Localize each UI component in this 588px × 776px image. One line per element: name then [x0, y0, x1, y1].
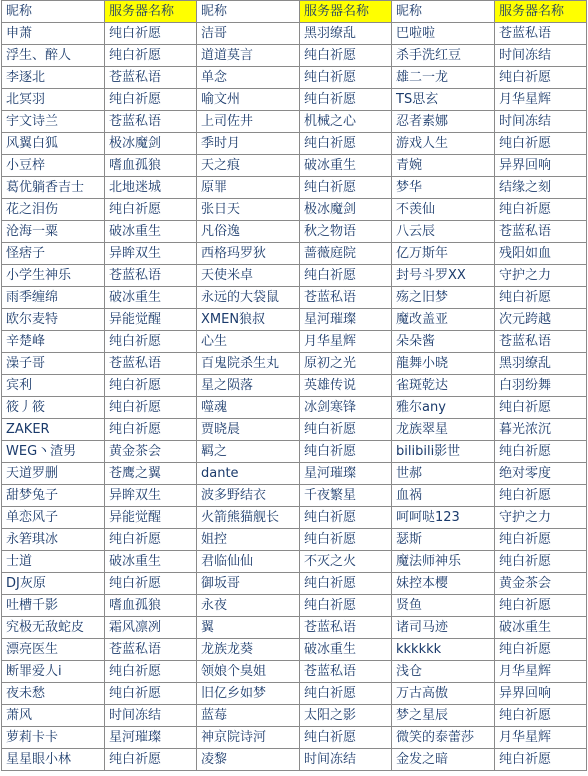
cell-nickname: 张日天 [197, 199, 300, 221]
cell-nickname: 星星眼小林 [2, 749, 105, 771]
table-row [2, 573, 587, 595]
cell-server-name: 纯白祈愿 [105, 199, 197, 221]
cell-server-name: 破冰重生 [105, 221, 197, 243]
cell-server-name: 纯白祈愿 [105, 661, 197, 683]
header-row [2, 1, 587, 23]
cell-server-name: 黑羽缭乱 [300, 23, 392, 45]
cell-nickname: 贾晓晨 [197, 419, 300, 441]
table-body [2, 23, 587, 771]
cell-server-name: 苍蓝私语 [300, 661, 392, 683]
cell-server-name: 秋之物语 [300, 221, 392, 243]
cell-nickname: 姐控 [197, 529, 300, 551]
table-row [2, 111, 587, 133]
table-row [2, 199, 587, 221]
cell-nickname: 旧亿乡如梦 [197, 683, 300, 705]
cell-nickname: 血祸 [392, 485, 495, 507]
cell-nickname: 洁哥 [197, 23, 300, 45]
cell-server-name: 异眸双生 [105, 243, 197, 265]
table-row [2, 683, 587, 705]
cell-server-name: 星河璀璨 [105, 727, 197, 749]
cell-server-name: 纯白祈愿 [105, 375, 197, 397]
cell-server-name: 纯白祈愿 [300, 595, 392, 617]
cell-nickname: 巴啦啦 [392, 23, 495, 45]
cell-nickname: 士道 [2, 551, 105, 573]
cell-nickname: WEG丶渣男 [2, 441, 105, 463]
cell-server-name: 纯白祈愿 [495, 397, 587, 419]
cell-server-name: 破冰重生 [300, 155, 392, 177]
cell-server-name: 守护之力 [495, 507, 587, 529]
cell-server-name: 纯白祈愿 [495, 705, 587, 727]
cell-nickname: 凡俗逸 [197, 221, 300, 243]
cell-nickname: 雄二一龙 [392, 67, 495, 89]
cell-nickname: 花之泪伤 [2, 199, 105, 221]
table-row [2, 441, 587, 463]
cell-nickname: 朵朵酱 [392, 331, 495, 353]
table-row [2, 331, 587, 353]
table-row [2, 705, 587, 727]
cell-nickname: 青婉 [392, 155, 495, 177]
cell-server-name: 纯白祈愿 [495, 639, 587, 661]
cell-server-name: 纯白祈愿 [300, 529, 392, 551]
cell-server-name: 纯白祈愿 [495, 199, 587, 221]
cell-server-name: 英雄传说 [300, 375, 392, 397]
cell-server-name: 纯白祈愿 [300, 177, 392, 199]
cell-nickname: 欧尔麦特 [2, 309, 105, 331]
cell-server-name: 黑羽缭乱 [495, 353, 587, 375]
cell-server-name: 异界回响 [495, 155, 587, 177]
cell-nickname: bilibili影世 [392, 441, 495, 463]
cell-nickname: 单念 [197, 67, 300, 89]
cell-nickname: 辛楚峰 [2, 331, 105, 353]
table-row [2, 397, 587, 419]
header-server-name: 服务器名称 [495, 1, 587, 23]
cell-server-name: 纯白祈愿 [105, 89, 197, 111]
cell-nickname: 永夜 [197, 595, 300, 617]
cell-nickname: 漂亮医生 [2, 639, 105, 661]
cell-nickname: 申萧 [2, 23, 105, 45]
cell-server-name: 苍蓝私语 [495, 23, 587, 45]
cell-nickname: 筱丿筱 [2, 397, 105, 419]
cell-server-name: 极冰魔剑 [300, 199, 392, 221]
cell-nickname: 断罪爱人i [2, 661, 105, 683]
cell-server-name: 纯白祈愿 [300, 573, 392, 595]
cell-nickname: 龍舞小晓 [392, 353, 495, 375]
cell-server-name: 极冰魔剑 [105, 133, 197, 155]
cell-server-name: 残阳如血 [495, 243, 587, 265]
cell-nickname: 噬魂 [197, 397, 300, 419]
cell-server-name: 异能觉醒 [105, 309, 197, 331]
cell-server-name: 纯白祈愿 [495, 67, 587, 89]
cell-nickname: 凌黎 [197, 749, 300, 771]
winners-table [1, 0, 587, 771]
cell-server-name: 原初之光 [300, 353, 392, 375]
cell-server-name: 黄金茶会 [495, 573, 587, 595]
cell-server-name: 纯白祈愿 [495, 485, 587, 507]
table-row [2, 243, 587, 265]
cell-nickname: 西格玛罗狄 [197, 243, 300, 265]
cell-server-name: 苍蓝私语 [495, 331, 587, 353]
cell-server-name: 纯白祈愿 [495, 529, 587, 551]
cell-server-name: 纯白祈愿 [300, 89, 392, 111]
cell-server-name: 暮光浓沉 [495, 419, 587, 441]
cell-nickname: kkkkkk [392, 639, 495, 661]
cell-nickname: 火箭熊猫舰长 [197, 507, 300, 529]
cell-nickname: 金发之暗 [392, 749, 495, 771]
table-row [2, 155, 587, 177]
cell-server-name: 纯白祈愿 [105, 397, 197, 419]
cell-server-name: 苍蓝私语 [105, 265, 197, 287]
cell-nickname: 魔法师神乐 [392, 551, 495, 573]
cell-server-name: 纯白祈愿 [105, 23, 197, 45]
cell-server-name: 月华星辉 [300, 331, 392, 353]
cell-nickname: 百鬼院杀生丸 [197, 353, 300, 375]
header-server-name: 服务器名称 [105, 1, 197, 23]
cell-server-name: 苍蓝私语 [105, 639, 197, 661]
cell-nickname: 萝莉卡卡 [2, 727, 105, 749]
cell-nickname: 蓝莓 [197, 705, 300, 727]
header-nickname: 昵称 [392, 1, 495, 23]
cell-server-name: 纯白祈愿 [300, 727, 392, 749]
cell-server-name: 白羽纷舞 [495, 375, 587, 397]
cell-nickname: 永远的大袋鼠 [197, 287, 300, 309]
cell-server-name: 纯白祈愿 [105, 45, 197, 67]
table-row [2, 45, 587, 67]
cell-server-name: 苍蓝私语 [105, 111, 197, 133]
cell-server-name: 次元跨越 [495, 309, 587, 331]
cell-server-name: 纯白祈愿 [105, 331, 197, 353]
cell-server-name: 冰剑寒锋 [300, 397, 392, 419]
table-row [2, 23, 587, 45]
cell-server-name: 苍蓝私语 [300, 287, 392, 309]
cell-nickname: 北冥羽 [2, 89, 105, 111]
cell-nickname: 天使米卓 [197, 265, 300, 287]
table-row [2, 89, 587, 111]
cell-nickname: 单恋风子 [2, 507, 105, 529]
cell-nickname: 微笑的泰蕾莎 [392, 727, 495, 749]
cell-server-name: 苍鹰之翼 [105, 463, 197, 485]
cell-server-name: 月华星辉 [495, 727, 587, 749]
cell-server-name: 星河璀璨 [300, 463, 392, 485]
cell-nickname: 雨季缠绵 [2, 287, 105, 309]
cell-nickname: 波多野结衣 [197, 485, 300, 507]
cell-nickname: 梦华 [392, 177, 495, 199]
cell-nickname: 吐槽千影 [2, 595, 105, 617]
cell-nickname: 夜未愁 [2, 683, 105, 705]
cell-server-name: 异界回响 [495, 683, 587, 705]
cell-server-name: 机械之心 [300, 111, 392, 133]
cell-nickname: 八云辰 [392, 221, 495, 243]
cell-nickname: 万古高傲 [392, 683, 495, 705]
cell-nickname: 忍者素娜 [392, 111, 495, 133]
cell-server-name: 守护之力 [495, 265, 587, 287]
cell-server-name: 破冰重生 [495, 617, 587, 639]
cell-nickname: 甜梦兔子 [2, 485, 105, 507]
cell-nickname: 小豆梓 [2, 155, 105, 177]
cell-server-name: 霜风凛冽 [105, 617, 197, 639]
table-row [2, 595, 587, 617]
cell-server-name: 纯白祈愿 [105, 529, 197, 551]
cell-nickname: 贤鱼 [392, 595, 495, 617]
table-row [2, 375, 587, 397]
cell-nickname: 神京院诗河 [197, 727, 300, 749]
cell-nickname: 妹控本樱 [392, 573, 495, 595]
cell-nickname: 羁之 [197, 441, 300, 463]
cell-nickname: 心生 [197, 331, 300, 353]
cell-server-name: 苍蓝私语 [105, 67, 197, 89]
header-nickname: 昵称 [2, 1, 105, 23]
cell-nickname: 诸司马迹 [392, 617, 495, 639]
cell-server-name: 不灭之火 [300, 551, 392, 573]
cell-nickname: 沧海一粟 [2, 221, 105, 243]
cell-server-name: 纯白祈愿 [495, 441, 587, 463]
cell-nickname: 道道莫言 [197, 45, 300, 67]
cell-nickname: 葛优躺香吉士 [2, 177, 105, 199]
cell-nickname: 天道罗删 [2, 463, 105, 485]
cell-server-name: 月华星辉 [495, 661, 587, 683]
cell-server-name: 纯白祈愿 [300, 419, 392, 441]
cell-nickname: 怪痞子 [2, 243, 105, 265]
cell-server-name: 北地迷城 [105, 177, 197, 199]
cell-server-name: 绝对零度 [495, 463, 587, 485]
cell-nickname: 翼 [197, 617, 300, 639]
cell-server-name: 纯白祈愿 [105, 683, 197, 705]
cell-nickname: 领娘个臭姐 [197, 661, 300, 683]
cell-server-name: 纯白祈愿 [300, 265, 392, 287]
cell-nickname: 星之陨落 [197, 375, 300, 397]
cell-server-name: 时间冻结 [300, 749, 392, 771]
cell-server-name: 异能觉醒 [105, 507, 197, 529]
cell-nickname: 世郝 [392, 463, 495, 485]
table-row [2, 463, 587, 485]
cell-server-name: 时间冻结 [105, 705, 197, 727]
cell-nickname: DJ灰原 [2, 573, 105, 595]
cell-server-name: 纯白祈愿 [495, 749, 587, 771]
cell-server-name: 星河璀璨 [300, 309, 392, 331]
cell-server-name: 纯白祈愿 [495, 595, 587, 617]
cell-nickname: 殇之旧梦 [392, 287, 495, 309]
cell-nickname: 天之痕 [197, 155, 300, 177]
cell-nickname: 喻文州 [197, 89, 300, 111]
cell-nickname: 不羡仙 [392, 199, 495, 221]
cell-server-name: 千夜繁星 [300, 485, 392, 507]
cell-nickname: 宾利 [2, 375, 105, 397]
cell-server-name: 苍蓝私语 [495, 221, 587, 243]
cell-nickname: 呵呵哒123 [392, 507, 495, 529]
cell-nickname: 封号斗罗XX [392, 265, 495, 287]
cell-server-name: 异眸双生 [105, 485, 197, 507]
cell-nickname: ZAKER [2, 419, 105, 441]
table-row [2, 221, 587, 243]
cell-nickname: 杀手洗红豆 [392, 45, 495, 67]
table-row [2, 67, 587, 89]
cell-server-name: 结缘之刻 [495, 177, 587, 199]
cell-server-name: 纯白祈愿 [300, 67, 392, 89]
cell-server-name: 时间冻结 [495, 45, 587, 67]
cell-nickname: 雅尔any [392, 397, 495, 419]
table-row [2, 419, 587, 441]
cell-server-name: 苍蓝私语 [105, 353, 197, 375]
cell-server-name: 纯白祈愿 [105, 573, 197, 595]
cell-server-name: 纯白祈愿 [105, 419, 197, 441]
cell-nickname: 雀斑乾达 [392, 375, 495, 397]
cell-nickname: 小学生神乐 [2, 265, 105, 287]
cell-nickname: dante [197, 463, 300, 485]
cell-nickname: 宇文诗兰 [2, 111, 105, 133]
table-row [2, 727, 587, 749]
cell-nickname: 梦之星辰 [392, 705, 495, 727]
cell-nickname: 瑟斯 [392, 529, 495, 551]
cell-nickname: 李逐北 [2, 67, 105, 89]
cell-server-name: 纯白祈愿 [300, 507, 392, 529]
cell-server-name: 破冰重生 [105, 287, 197, 309]
table-row [2, 265, 587, 287]
cell-server-name: 蔷薇庭院 [300, 243, 392, 265]
cell-server-name: 纯白祈愿 [300, 441, 392, 463]
cell-nickname: 原罪 [197, 177, 300, 199]
cell-server-name: 纯白祈愿 [300, 133, 392, 155]
table-row [2, 287, 587, 309]
table-row [2, 177, 587, 199]
cell-nickname: 游戏人生 [392, 133, 495, 155]
header-nickname: 昵称 [197, 1, 300, 23]
cell-server-name: 嗜血孤狼 [105, 595, 197, 617]
cell-server-name: 破冰重生 [300, 639, 392, 661]
cell-nickname: 萧风 [2, 705, 105, 727]
table-row [2, 661, 587, 683]
cell-nickname: 究极无敌蛇皮 [2, 617, 105, 639]
table-row [2, 551, 587, 573]
cell-nickname: 御坂哥 [197, 573, 300, 595]
cell-nickname: 澡子哥 [2, 353, 105, 375]
table-row [2, 485, 587, 507]
cell-server-name: 纯白祈愿 [495, 133, 587, 155]
cell-nickname: 浮生、醉人 [2, 45, 105, 67]
cell-nickname: 魔改盖亚 [392, 309, 495, 331]
cell-server-name: 时间冻结 [495, 111, 587, 133]
cell-server-name: 苍蓝私语 [300, 617, 392, 639]
cell-server-name: 黄金茶会 [105, 441, 197, 463]
cell-nickname: 永箬琪冰 [2, 529, 105, 551]
cell-nickname: 上司佐井 [197, 111, 300, 133]
cell-nickname: 风翼白狐 [2, 133, 105, 155]
table-row [2, 529, 587, 551]
cell-nickname: 龙族龙葵 [197, 639, 300, 661]
cell-server-name: 纯白祈愿 [105, 749, 197, 771]
cell-nickname: 君临仙仙 [197, 551, 300, 573]
cell-nickname: TS思玄 [392, 89, 495, 111]
cell-nickname: XMEN狼叔 [197, 309, 300, 331]
table-row [2, 617, 587, 639]
cell-server-name: 纯白祈愿 [300, 683, 392, 705]
table-row [2, 507, 587, 529]
cell-nickname: 亿万斯年 [392, 243, 495, 265]
table-row [2, 309, 587, 331]
cell-server-name: 月华星辉 [495, 89, 587, 111]
table-row [2, 639, 587, 661]
cell-nickname: 龙族翠星 [392, 419, 495, 441]
cell-nickname: 浅仓 [392, 661, 495, 683]
header-server-name: 服务器名称 [300, 1, 392, 23]
table-row [2, 353, 587, 375]
cell-server-name: 纯白祈愿 [495, 287, 587, 309]
cell-server-name: 纯白祈愿 [300, 45, 392, 67]
cell-server-name: 太阳之影 [300, 705, 392, 727]
cell-nickname: 季时月 [197, 133, 300, 155]
table-row [2, 749, 587, 771]
cell-server-name: 纯白祈愿 [495, 551, 587, 573]
cell-server-name: 破冰重生 [105, 551, 197, 573]
table-row [2, 133, 587, 155]
cell-server-name: 嗜血孤狼 [105, 155, 197, 177]
